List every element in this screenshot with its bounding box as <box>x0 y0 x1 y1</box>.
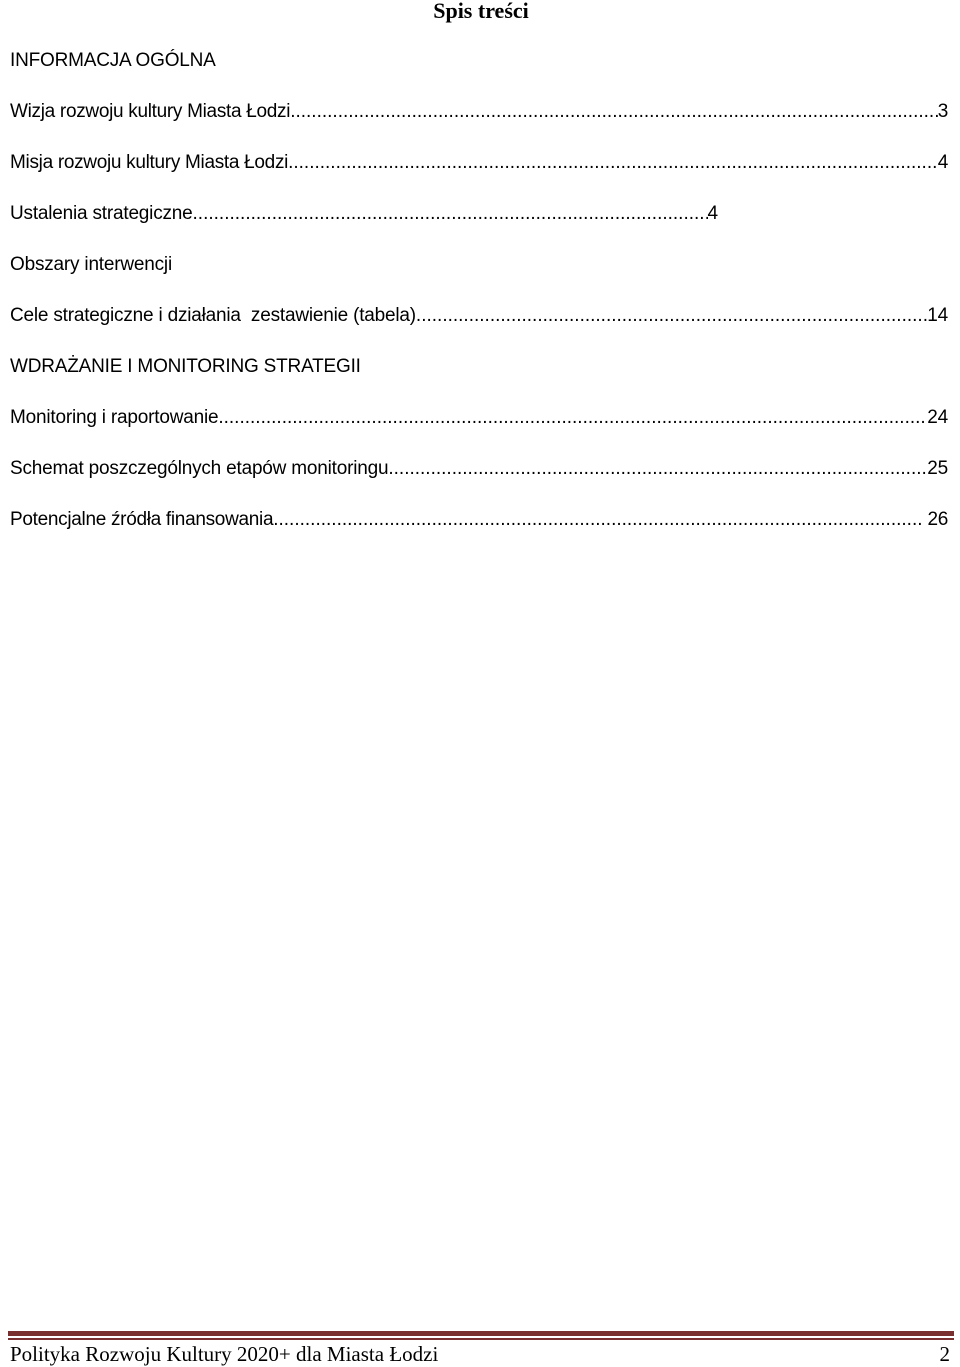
toc-entry-page: 26 <box>922 509 948 530</box>
footer-page-number: 2 <box>939 1342 950 1366</box>
footer-title: Polityka Rozwoju Kultury 2020+ dla Miasta Łodzi <box>10 1342 439 1366</box>
toc-dot-leader <box>388 457 927 481</box>
toc-entry-monitoring[interactable] <box>10 404 948 430</box>
toc-dot-leader <box>218 406 927 430</box>
toc-entry-page: 3 <box>937 101 948 122</box>
page-footer <box>10 1341 950 1367</box>
toc-entry-wizja[interactable] <box>10 98 948 124</box>
toc-title <box>0 0 960 24</box>
toc-entry-label: Monitoring i raportowanie <box>10 407 219 428</box>
toc-entry-page: 24 <box>927 407 948 428</box>
toc-dot-leader <box>416 304 927 328</box>
toc-dot-leader <box>273 508 922 532</box>
toc-entry-label: Schemat poszczególnych etapów monitoringu <box>10 458 389 479</box>
toc-dot-leader <box>193 202 708 226</box>
toc-entry-label: INFORMACJA OGÓLNA <box>10 50 216 71</box>
toc-entry-page: 25 <box>927 458 948 479</box>
toc-entry-label: Potencjalne źródła finansowania <box>10 509 274 530</box>
toc-dot-leader <box>290 100 938 124</box>
toc-title-text: Spis treści <box>433 0 529 23</box>
toc-entry-page: 4 <box>937 152 948 173</box>
toc-entry-page: 4 <box>707 203 718 224</box>
toc-entry-misja[interactable] <box>10 149 948 175</box>
toc-entry-ustalenia[interactable] <box>10 200 948 226</box>
toc-dot-leader <box>288 151 938 175</box>
toc-heading-informacja[interactable] <box>10 47 948 73</box>
toc-heading-wdrazanie[interactable] <box>10 353 948 379</box>
toc-entry-schemat[interactable] <box>10 455 948 481</box>
footer-rule-thick <box>8 1331 954 1336</box>
toc-entry-label: WDRAŻANIE I MONITORING STRATEGII <box>10 356 361 377</box>
toc-entry-label: Ustalenia strategiczne <box>10 203 193 224</box>
toc-heading-obszary[interactable] <box>10 251 948 277</box>
toc-entry-label: Obszary interwencji <box>10 254 172 275</box>
toc-entry-cele[interactable] <box>10 302 948 328</box>
toc-entry-label: Wizja rozwoju kultury Miasta Łodzi <box>10 101 291 122</box>
toc-entry-page: 14 <box>927 305 948 326</box>
footer-rule-thin <box>8 1338 954 1340</box>
toc-entry-label: Cele strategiczne i działania zestawienie (tabela) <box>10 305 416 326</box>
toc-entry-label: Misja rozwoju kultury Miasta Łodzi <box>10 152 289 173</box>
toc-entry-zrodla[interactable] <box>10 506 948 532</box>
